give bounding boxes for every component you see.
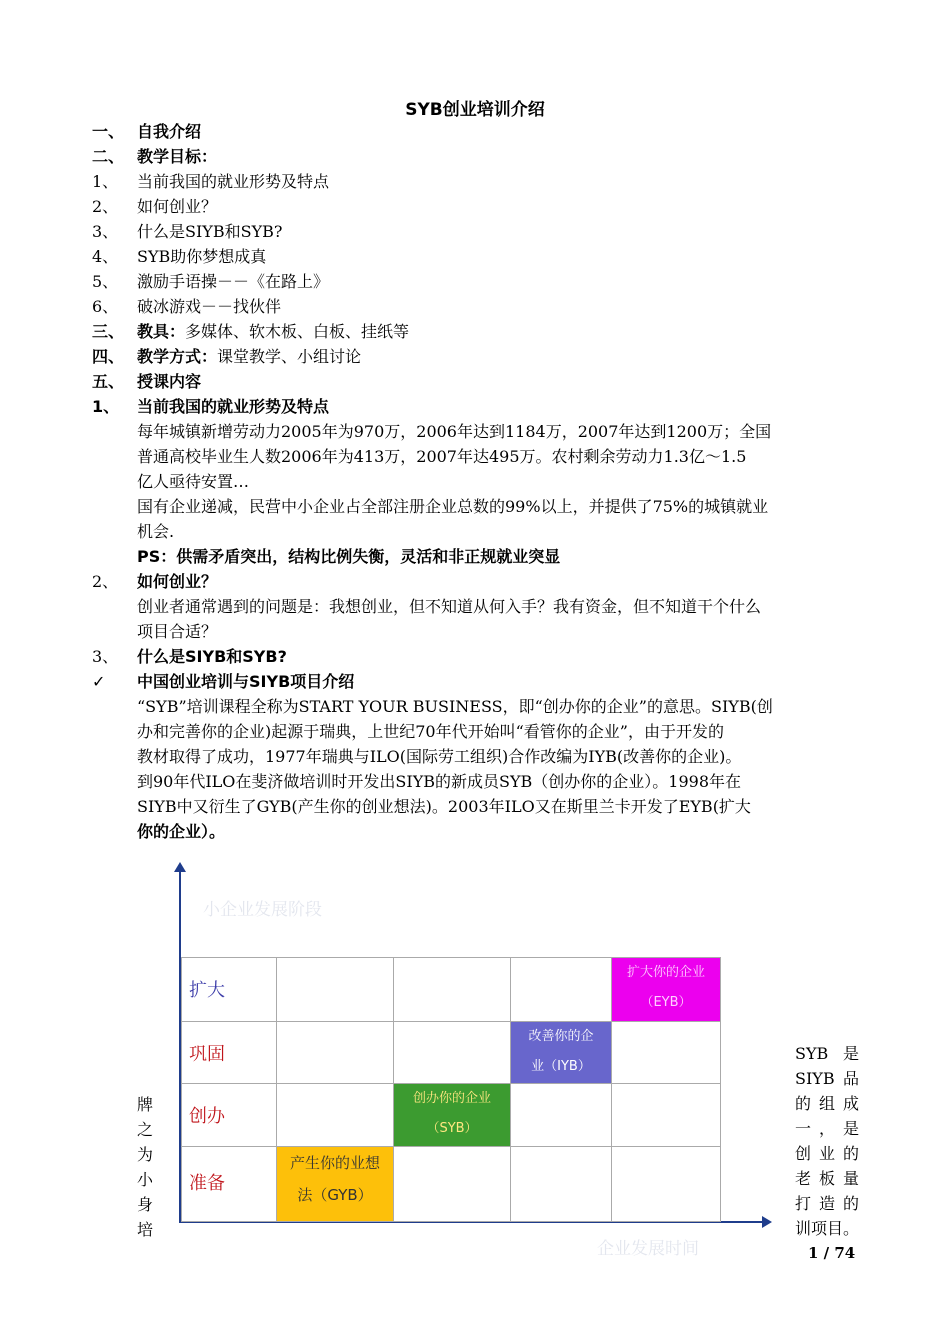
grid-cell xyxy=(394,958,511,1022)
section-3-subheading: ✓ 中国创业培训与SIYB项目介绍 xyxy=(92,669,354,694)
goal-item-4: 4、 SYB助你梦想成真 xyxy=(92,247,267,266)
grid-cell xyxy=(511,1084,612,1147)
outline-item-5: 五、 授课内容 xyxy=(92,372,202,391)
section-1-paragraph-2: 国有企业递减，民营中小企业占全部注册企业总数的99%以上，并提供了75%的城镇就业 机会. xyxy=(137,497,769,541)
grid-cell xyxy=(277,1022,394,1084)
document-title: SYB创业培训介绍 xyxy=(405,100,545,120)
row-label-start: 创办 xyxy=(182,1084,277,1147)
grid-cell xyxy=(612,1022,721,1084)
x-axis-title: 企业发展时间 xyxy=(597,1239,699,1259)
right-side-text: SYB 是 SIYB品 的组成 一，是 创业的 老板量 打造的 训项目。 xyxy=(795,1044,860,1238)
outline-item-3: 三、 教具：多媒体、软木板、白板、挂纸等 xyxy=(92,322,410,341)
goal-item-2: 2、 如何创业？ xyxy=(92,197,218,216)
row-label-prepare: 准备 xyxy=(182,1147,277,1222)
left-side-text: 牌 之 为 小 身 培 xyxy=(137,1095,154,1239)
outline-item-4: 四、 教学方式：课堂教学、小组讨论 xyxy=(92,347,362,366)
section-1-heading: 1、 当前我国的就业形势及特点 xyxy=(92,397,330,416)
section-3-heading: 3、 什么是SIYB和SYB? xyxy=(92,647,287,666)
syb-box: 创办你的企业 （SYB） xyxy=(394,1084,511,1147)
section-1-ps: PS：供需矛盾突出，结构比例失衡，灵活和非正规就业突显 xyxy=(137,547,561,566)
gyb-box: 产生你的业想 法（GYB） xyxy=(277,1147,394,1222)
section-1-paragraph-1: 每年城镇新增劳动力2005年为970万，2006年达到1184万，2007年达到1200万；全国 普通高校毕业生人数2006年为413万，2007年达495万。农村剩余劳动力1.3亿～1.5 亿人亟待安置… xyxy=(137,422,772,491)
grid-cell xyxy=(612,1084,721,1147)
grid-cell xyxy=(277,1084,394,1147)
row-label-expand: 扩大 xyxy=(182,958,277,1022)
grid-cell xyxy=(394,1022,511,1084)
goal-item-3: 3、 什么是SIYB和SYB? xyxy=(92,222,283,241)
eyb-box: 扩大你的企业 （EYB） xyxy=(612,958,721,1022)
grid-cell xyxy=(511,1147,612,1222)
grid-cell xyxy=(394,1147,511,1222)
grid-cell xyxy=(612,1147,721,1222)
grid-cell xyxy=(277,958,394,1022)
stage-grid xyxy=(181,957,721,1222)
outline-item-2: 二、 教学目标： xyxy=(92,147,218,166)
iyb-box: 改善你的企 业（IYB） xyxy=(511,1022,612,1084)
section-2-paragraph: 创业者通常遇到的问题是：我想创业，但不知道从何入手？我有资金，但不知道干个什么 项目合适？ xyxy=(137,597,762,641)
y-axis-title: 小企业发展阶段 xyxy=(203,900,322,920)
outline-item-1: 一、 自我介绍 xyxy=(92,122,202,141)
goal-item-1: 1、 当前我国的就业形势及特点 xyxy=(92,172,330,191)
goal-item-6: 6、 破冰游戏－－找伙伴 xyxy=(92,297,282,316)
section-2-heading: 2、 如何创业？ xyxy=(92,572,218,591)
row-label-consolidate: 巩固 xyxy=(182,1022,277,1084)
goal-item-5: 5、 激励手语操－－《在路上》 xyxy=(92,272,330,291)
page-number: 1 / 74 xyxy=(808,1244,856,1262)
check-icon: ✓ xyxy=(92,672,106,691)
x-axis-arrow-icon xyxy=(762,1216,772,1228)
section-3-paragraph: “SYB”培训课程全称为START YOUR BUSINESS，即“创办你的企业”的意思。SIYB(创 办和完善你的企业)起源于瑞典，上世纪70年代开始叫“看管你的企业”，由于开发的 教材取得了成功，1977年瑞典与ILO(国际劳工组织)合作改编为IYB(改善你的企业)。 到90年代ILO在斐济做培训时开发出SIYB的新成员SYB（创办你的企业）。1998年在 SIYB中又衍生了GYB(产生你的创业想法)。2003年ILO又在斯里兰卡开发了EYB(扩大 你的企业）。 xyxy=(137,697,773,841)
grid-cell xyxy=(511,958,612,1022)
